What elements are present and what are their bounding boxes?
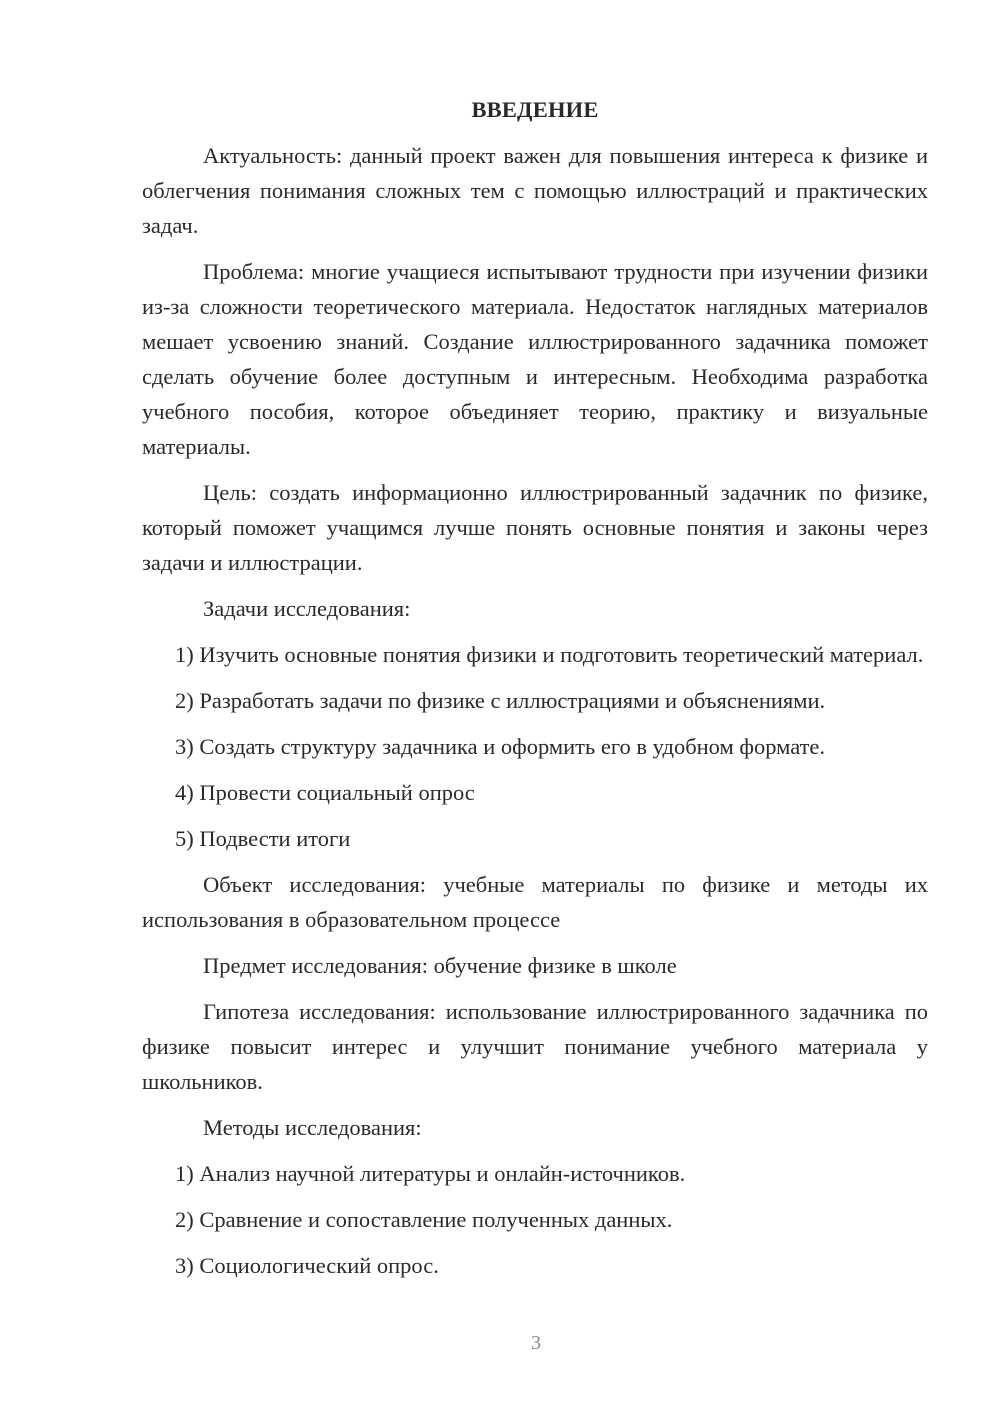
problem-paragraph: Проблема: многие учащиеся испытывают трудности при изучении физики из-за сложности теоретического материала. Недостаток наглядных материалов мешает усвоению знаний. Создание иллюстрированного задачника поможет сделать обучение более доступным и интересным. Необходима разработка учебного пособия, которое объединяет теорию, практику и визуальные материалы. [142, 259, 928, 459]
task-item-5: 5) Подвести итоги [175, 826, 351, 851]
method-item-3: 3) Социологический опрос. [175, 1253, 439, 1278]
page-number: 3 [531, 1332, 541, 1354]
section-heading: ВВЕДЕНИЕ [471, 97, 599, 122]
methods-heading: Методы исследования: [203, 1115, 422, 1140]
page-content [142, 92, 928, 1294]
method-item-1: 1) Анализ научной литературы и онлайн-источников. [175, 1161, 686, 1186]
tasks-heading: Задачи исследования: [203, 596, 411, 621]
object-paragraph: Объект исследования: учебные материалы по физике и методы их использования в образовательном процессе [142, 872, 928, 932]
task-item-3: 3) Создать структуру задачника и оформить его в удобном формате. [175, 734, 826, 759]
task-item-2: 2) Разработать задачи по физике с иллюстрациями и объяснениями. [175, 688, 826, 713]
subject-paragraph: Предмет исследования: обучение физике в школе [203, 953, 677, 978]
task-item-4: 4) Провести социальный опрос [175, 780, 475, 805]
relevance-paragraph: Актуальность: данный проект важен для повышения интереса к физике и облегчения понимания сложных тем с помощью иллюстраций и практических задач. [142, 143, 928, 238]
method-item-2: 2) Сравнение и сопоставление полученных данных. [175, 1207, 673, 1232]
hypothesis-paragraph: Гипотеза исследования: использование иллюстрированного задачника по физике повысит интерес и улучшит понимание учебного материала у школьников. [142, 999, 928, 1094]
task-item-1: 1) Изучить основные понятия физики и подготовить теоретический материал. [175, 642, 924, 667]
goal-paragraph: Цель: создать информационно иллюстрированный задачник по физике, который поможет учащимся лучше понять основные понятия и законы через задачи и иллюстрации. [142, 480, 928, 575]
